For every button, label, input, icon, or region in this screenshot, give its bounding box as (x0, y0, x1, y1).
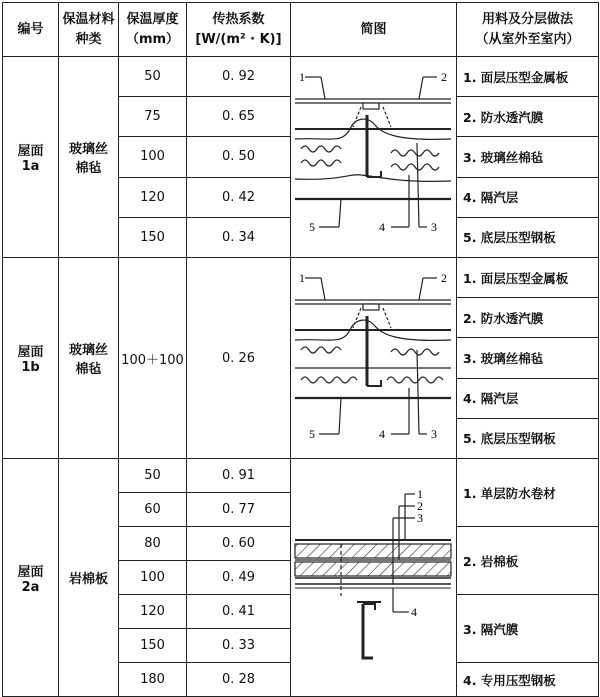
diagram-1b (291, 258, 457, 459)
callout-label: 1 (417, 486, 423, 501)
k-value-cell: 0. 41 (187, 595, 291, 629)
header-material: 保温材料 种类 (59, 3, 119, 57)
layer-item: 5. 底层压型钢板 (457, 217, 599, 257)
layer-item: 3. 玻璃丝棉毡 (457, 137, 599, 177)
roof-section-diagram-1a (291, 57, 457, 257)
table-row (3, 57, 599, 97)
k-value-cell: 0. 26 (187, 258, 291, 459)
material-1b: 玻璃丝 棉毡 (59, 258, 119, 459)
header-row (3, 3, 599, 57)
callout-label: 2 (441, 271, 447, 285)
material-2a: 岩棉板 (59, 459, 119, 697)
k-value-cell: 0. 28 (187, 663, 291, 697)
header-k-value: 传热系数 [W/(m² · K)] (187, 3, 291, 57)
diagram-1a (291, 57, 457, 258)
callout-label: 5 (309, 427, 315, 441)
layer-item: 2. 岩棉板 (457, 527, 599, 595)
layer-item: 1. 面层压型金属板 (457, 57, 599, 97)
callout-label: 3 (417, 510, 423, 525)
header-layers: 用料及分层做法 （从室外至室内） (457, 3, 599, 57)
k-value-cell: 0. 60 (187, 527, 291, 561)
callout-label: 2 (417, 498, 423, 513)
k-value-cell: 0. 77 (187, 493, 291, 527)
k-value-cell: 0. 92 (187, 57, 291, 97)
header-thickness: 保温厚度 （mm） (119, 3, 187, 57)
k-value-cell: 0. 49 (187, 561, 291, 595)
layer-item: 2. 防水透汽膜 (457, 298, 599, 338)
thickness-cell: 150 (119, 629, 187, 663)
k-value-cell: 0. 34 (187, 217, 291, 257)
thickness-cell: 120 (119, 595, 187, 629)
callout-label: 2 (441, 70, 447, 84)
header-id: 编号 (3, 3, 59, 57)
roof-insulation-table (2, 2, 599, 697)
thickness-cell: 150 (119, 217, 187, 257)
thickness-cell: 120 (119, 177, 187, 217)
layer-item: 1. 面层压型金属板 (457, 258, 599, 298)
thickness-cell: 100 (119, 561, 187, 595)
thickness-cell: 75 (119, 97, 187, 137)
callout-label: 3 (431, 427, 437, 441)
roof-id-1a: 屋面 1a (3, 57, 59, 258)
roof-id-1b: 屋面 1b (3, 258, 59, 459)
callout-label: 4 (379, 427, 385, 441)
layer-item: 5. 底层压型钢板 (457, 418, 599, 458)
callout-label: 5 (309, 220, 315, 234)
thickness-cell: 180 (119, 663, 187, 697)
layer-item: 4. 隔汽层 (457, 378, 599, 418)
callout-label: 1 (299, 271, 305, 285)
k-value-cell: 0. 91 (187, 459, 291, 493)
thickness-cell: 100＋100 (119, 258, 187, 459)
roof-id-2a: 屋面 2a (3, 459, 59, 697)
k-value-cell: 0. 33 (187, 629, 291, 663)
thickness-cell: 80 (119, 527, 187, 561)
roof-section-diagram-1b (291, 258, 457, 458)
callout-label: 4 (411, 604, 417, 619)
callout-label: 1 (299, 70, 305, 84)
layer-item: 3. 隔汽膜 (457, 595, 599, 663)
layer-item: 2. 防水透汽膜 (457, 97, 599, 137)
k-value-cell: 0. 65 (187, 97, 291, 137)
thickness-cell: 50 (119, 459, 187, 493)
diagram-2a (291, 459, 457, 697)
callout-label: 4 (379, 220, 385, 234)
thickness-cell: 60 (119, 493, 187, 527)
table-row (3, 258, 599, 298)
thickness-cell: 50 (119, 57, 187, 97)
material-1a: 玻璃丝 棉毡 (59, 57, 119, 258)
table-row (3, 459, 599, 493)
roof-section-diagram-2a (291, 460, 457, 696)
thickness-cell: 100 (119, 137, 187, 177)
layer-item: 3. 玻璃丝棉毡 (457, 338, 599, 378)
k-value-cell: 0. 50 (187, 137, 291, 177)
layer-item: 1. 单层防水卷材 (457, 459, 599, 527)
header-diagram: 简图 (291, 3, 457, 57)
layer-item: 4. 专用压型钢板 (457, 663, 599, 697)
k-value-cell: 0. 42 (187, 177, 291, 217)
layer-item: 4. 隔汽层 (457, 177, 599, 217)
callout-label: 3 (431, 220, 437, 234)
